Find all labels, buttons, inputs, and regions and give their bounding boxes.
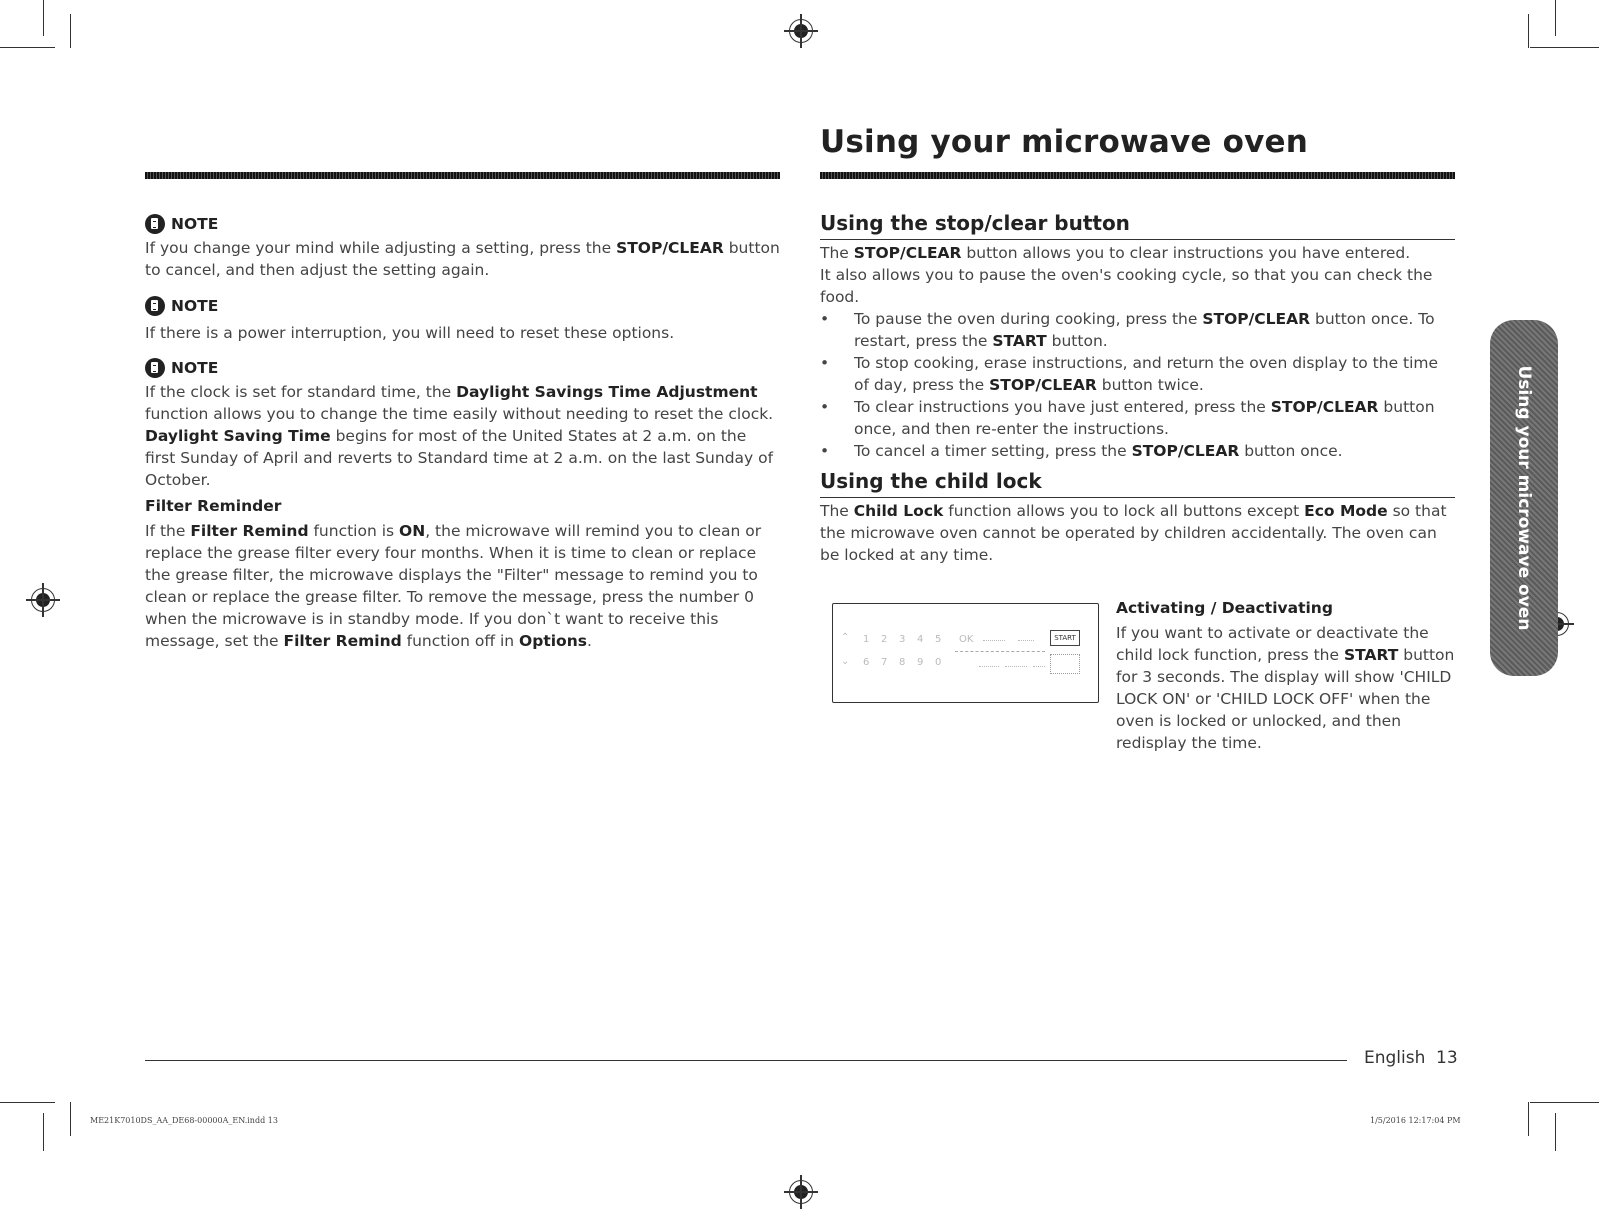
crop-mark: [1530, 47, 1599, 48]
activating-heading: Activating / Deactivating: [1116, 599, 1333, 617]
child-lock-heading: Using the child lock: [820, 469, 1042, 493]
text-bold: STOP/CLEAR: [1131, 442, 1240, 460]
text-bold: Daylight Savings Time Adjustment: [456, 383, 758, 401]
text-run: button to cancel, and then adjust the setting again.: [145, 239, 780, 279]
crop-mark: [70, 14, 71, 48]
text-run: function off in: [401, 632, 520, 650]
note-icon: [145, 358, 165, 378]
panel-key: 5: [935, 634, 942, 645]
text-run: button.: [1046, 332, 1108, 350]
footer-language: English: [1364, 1048, 1426, 1068]
text-run: The: [820, 244, 854, 262]
crop-mark: [1528, 14, 1529, 48]
panel-key: 1: [863, 634, 870, 645]
text-run: button twice.: [1096, 376, 1204, 394]
date-slug: 1/5/2016 12:17:04 PM: [1370, 1116, 1461, 1125]
text-run: function allows you to change the time easily without needing to reset the clock.: [145, 405, 774, 423]
left-header-rule: [145, 172, 780, 179]
note-3-heading: [145, 358, 780, 378]
text-run: function allows you to lock all buttons except: [943, 502, 1305, 520]
panel-button-graphic: [979, 658, 999, 667]
crop-mark: [0, 1102, 55, 1103]
note-2-heading: [145, 296, 780, 316]
footer-rule: [145, 1060, 1347, 1061]
right-column: [820, 210, 1455, 566]
text-bold: Filter Remind: [283, 632, 402, 650]
list-item: [820, 396, 1455, 440]
panel-divider: [955, 651, 1045, 652]
registration-mark-icon: [789, 19, 813, 43]
text-bold: START: [1343, 646, 1399, 664]
text-bold: STOP/CLEAR: [616, 239, 724, 257]
filter-reminder-text: [145, 520, 780, 652]
text-bold: ON: [399, 522, 426, 540]
text-run: If you change your mind while adjusting a setting, press the: [145, 239, 617, 257]
text-bold: Eco Mode: [1304, 502, 1388, 520]
right-header-rule: [820, 172, 1455, 179]
text-run: , the microwave will remind you to clean or replace the grease filter every four months. When it is time to clean or replace the grease filter, the microwave displays the "Filter" message to remind you to clean or replace the grease filter. To remove the message, press the number 0 when the microwave is in standby mode. If you don`t want to receive this message, set the: [145, 522, 762, 650]
note-1-text: [145, 237, 780, 281]
text-bold: Options: [519, 632, 587, 650]
panel-button-graphic: [1018, 630, 1034, 641]
panel-key: 6: [863, 657, 870, 668]
text-bold: STOP/CLEAR: [853, 244, 962, 262]
panel-key: 2: [881, 634, 888, 645]
text-run: If the clock is set for standard time, the: [145, 383, 457, 401]
list-item: [820, 308, 1455, 352]
stop-clear-bullets: [820, 308, 1455, 462]
text-run: button once. To restart, press the: [854, 310, 1435, 350]
list-item: [820, 352, 1455, 396]
text-run: begins for most of the United States at 2 a.m. on the first Sunday of April and reverts to Standard time at 2 a.m. on the last Sunday of October.: [145, 427, 774, 489]
crop-mark: [70, 1102, 71, 1136]
text-run: To stop cooking, erase instructions, and return the oven display to the time of day, press the: [854, 354, 1439, 394]
text-run: button for 3 seconds. The display will show 'CHILD LOCK ON' or 'CHILD LOCK OFF' when the oven is locked or unlocked, and then redisplay the time.: [1116, 646, 1455, 752]
text-run: so that the microwave oven cannot be operated by children accidentally. The oven can be locked at any time.: [820, 502, 1447, 564]
file-slug: ME21K7010DS_AA_DE68-00000A_EN.indd 13: [90, 1116, 278, 1125]
panel-key: 3: [899, 634, 906, 645]
text-run: To pause the oven during cooking, press the: [854, 310, 1203, 328]
text-bold: START: [992, 332, 1047, 350]
text-bold: STOP/CLEAR: [1202, 310, 1311, 328]
list-item: [820, 440, 1455, 462]
note-1-heading: [145, 214, 780, 234]
registration-mark-icon: [31, 588, 55, 612]
side-chapter-tab: [1490, 320, 1558, 676]
left-column: [145, 214, 780, 652]
note-2-text: If there is a power interruption, you will need to reset these options.: [145, 324, 675, 342]
stop-clear-intro-2: It also allows you to pause the oven's cooking cycle, so that you can check the food.: [820, 266, 1433, 306]
text-run: If you want to activate or deactivate the child lock function, press the: [1116, 624, 1429, 664]
control-panel-illustration: [832, 603, 1099, 703]
child-lock-intro: [820, 500, 1455, 566]
text-bold: Daylight Saving Time: [145, 427, 331, 445]
panel-button-graphic: [1033, 658, 1045, 667]
text-bold: STOP/CLEAR: [1270, 398, 1379, 416]
down-arrow-icon: ⌄: [841, 656, 850, 667]
crop-mark: [1555, 0, 1556, 36]
crop-mark: [0, 47, 55, 48]
text-run: The: [820, 502, 854, 520]
panel-key: 4: [917, 634, 924, 645]
text-run: .: [586, 632, 592, 650]
text-bold: Child Lock: [853, 502, 944, 520]
note-icon: [145, 214, 165, 234]
note-icon: [145, 296, 165, 316]
note-label: NOTE: [171, 215, 219, 233]
start-button-graphic: START: [1050, 630, 1080, 646]
text-run: button once.: [1239, 442, 1343, 460]
side-tab-label: Using your microwave oven: [1514, 365, 1534, 631]
crop-mark: [43, 1113, 44, 1151]
panel-button-graphic: [1050, 654, 1080, 674]
note-3-text: [145, 381, 780, 491]
panel-key: 8: [899, 657, 906, 668]
activating-block: [1116, 597, 1456, 754]
panel-button-graphic: [983, 630, 1005, 641]
panel-key: 9: [917, 657, 924, 668]
panel-key: 0: [935, 657, 942, 668]
panel-key: 7: [881, 657, 888, 668]
text-bold: Filter Remind: [190, 522, 309, 540]
stop-clear-heading: Using the stop/clear button: [820, 211, 1130, 235]
panel-button-graphic: [1005, 658, 1027, 667]
panel-key: OK: [959, 634, 974, 645]
section-rule: [820, 239, 1455, 240]
crop-mark: [1555, 1113, 1556, 1151]
text-run: If the: [145, 522, 191, 540]
text-run: button once, and then re-enter the instructions.: [854, 398, 1435, 438]
stop-clear-intro: [820, 242, 1455, 264]
text-run: button allows you to clear instructions you have entered.: [961, 244, 1411, 262]
text-bold: STOP/CLEAR: [989, 376, 1097, 394]
note-label: NOTE: [171, 297, 219, 315]
page-number: 13: [1436, 1048, 1458, 1068]
text-run: To clear instructions you have just entered, press the: [854, 398, 1271, 416]
registration-mark-icon: [789, 1180, 813, 1204]
crop-mark: [1528, 1102, 1529, 1136]
page-title: Using your microwave oven: [820, 124, 1309, 160]
crop-mark: [1530, 1102, 1599, 1103]
note-label: NOTE: [171, 359, 219, 377]
up-arrow-icon: ⌃: [841, 632, 850, 643]
section-rule: [820, 497, 1455, 498]
activating-text: [1116, 622, 1456, 754]
text-run: function is: [308, 522, 400, 540]
crop-mark: [43, 0, 44, 36]
text-run: To cancel a timer setting, press the: [854, 442, 1132, 460]
filter-reminder-heading: Filter Reminder: [145, 497, 282, 515]
